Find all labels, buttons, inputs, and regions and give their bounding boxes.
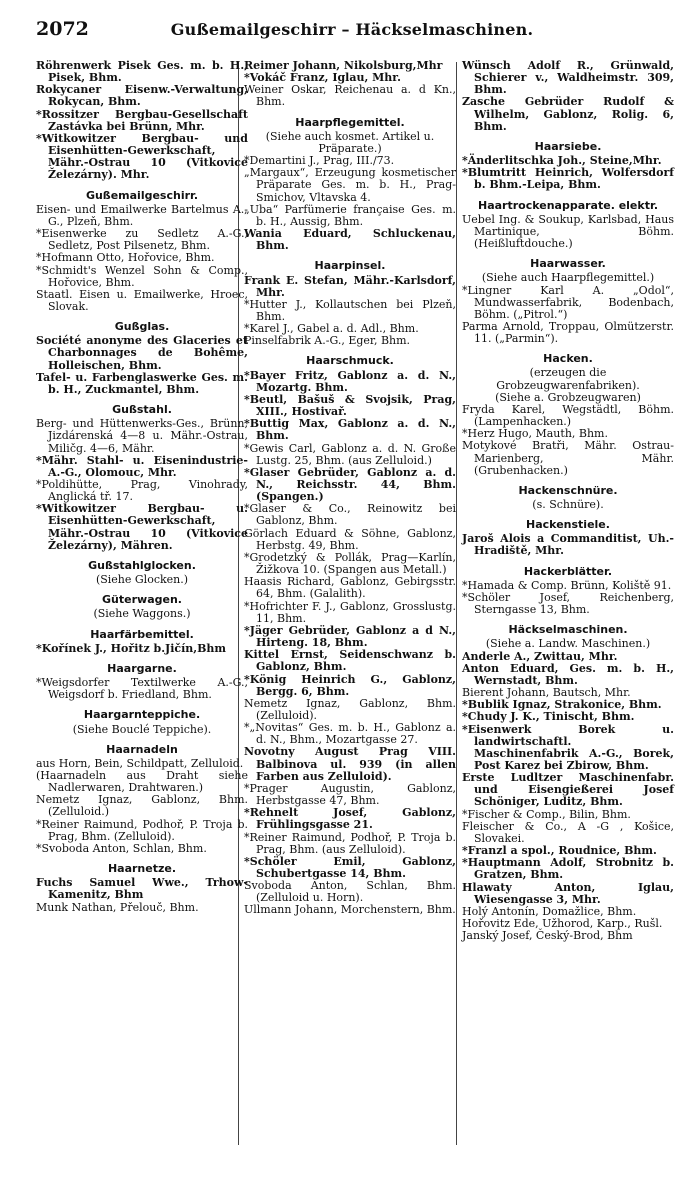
directory-entry: *Glaser Gebrüder, Gablonz a. d. N., Reichsstr. 44, Bhm. (Spangen.) [244,465,456,504]
directory-entry: Munk Nathan, Přelouč, Bhm. [36,900,199,914]
directory-entry: Uebel Ing. & Soukup, Karlsbad, Haus Martinique, Böhm. (Heißluftdouche.) [462,212,674,251]
cross-reference: (Siehe Bouclé Teppiche). [72,722,212,736]
directory-entry: *Poldihütte, Prag, Vinohrady, Anglická tř. 17. [36,478,248,504]
directory-entry: Nemetz Ignaz, Gablonz, Bhm. (Zelluloid.) [36,793,248,819]
directory-entry: *Lingner Karl A. „Odol“, Mundwasserfabrik, Bodenbach, Böhm. („Pitrol.“) [462,283,674,321]
directory-entry: Anderle A., Zwittau, Mhr. [462,649,618,663]
directory-entry: Société anonyme des Glaceries et Charbonnages de Bohême, Holleischen, Bhm. [36,334,248,372]
directory-entry: Wünsch Adolf R., Grünwald, Schierer v., Waldheimstr. 309, Bhm. [462,59,674,97]
directory-entry: *König Heinrich G., Gablonz, Bergg. 6, Bhm. [244,672,456,698]
directory-entry: *Prager Augustin, Gablonz, Herbstgasse 47, Bhm. [244,781,456,808]
directory-entry: Nemetz Ignaz, Gablonz, Bhm. (Zelluloid). [244,696,456,722]
directory-entry: Pinselfabrik A.-G., Eger, Bhm. [244,334,411,348]
section-heading: Gußstahlglocken. [88,558,196,572]
section-heading: Hackerblätter. [523,564,613,578]
directory-entry: *Hamada & Comp. Brünn, Koliště 91. [462,578,672,592]
directory-entry: *Buttig Max, Gablonz a. d. N., Bhm. [244,417,456,443]
directory-entry: *Eisenwerk Borek u. landwirtschaftl. Maschinenfabrik A.-G., Borek, Post Karez bei Zbirow, Bhm. [462,722,674,772]
directory-entry: Kittel Ernst, Seidenschwanz b. Gablonz, Bhm. [244,648,456,674]
column-divider [456,62,457,1145]
directory-entry: Berg- und Hüttenwerks-Ges., Brünn, Jizdárenská 4—8 u. Mähr.-Ostrau, Miličg. 4—6, Mähr. [36,417,248,455]
directory-entry: *Witkowitzer Bergbau- und Eisenhütten-Gewerkschaft, Mähr.-Ostrau 10 (Vitkovice Železárny). Mhr. [36,131,248,182]
section-heading: Hackenstiele. [526,518,610,532]
directory-entry: *Hofrichter F. J., Gablonz, Grosslustg. 11, Bhm. [244,599,456,625]
directory-entry: Tafel- u. Farbenglaswerke Ges. m. b. H., Zuckmantel, Bhm. [36,370,248,396]
directory-entry: Weiner Oskar, Reichenau a. d Kn., Bhm. [244,83,456,109]
directory-entry: Reimer Johann, Nikolsburg,Mhr [244,59,443,72]
directory-entry: Hořovitz Ede, Užhorod, Karp., Rušl. [462,917,663,930]
directory-entry: *Schmidt's Wenzel Sohn & Comp., Hořovice, Bhm. [36,263,248,289]
column-middle [244,60,456,917]
section-heading: Haarwasser. [530,257,606,271]
directory-entry: *Karel J., Gabel a. d. Adl., Bhm. [244,322,419,336]
section-heading: Gußemailgeschirr. [85,188,199,202]
directory-entry: Wania Eduard, Schluckenau, Bhm. [244,227,456,253]
cross-reference: (Siehe Glocken.) [95,573,189,587]
section-heading: Haarnadeln [106,742,178,756]
cross-reference: (Siehe a. Grobzeugwaren) [495,390,641,404]
section-heading: Gußstahl. [112,403,172,417]
cross-reference: (Siehe auch kosmet. Artikel u. Präparate.) [265,129,435,155]
directory-entry: *Bayer Fritz, Gablonz a. d. N., Mozartg. Bhm. [244,368,456,394]
column-left [36,60,248,914]
directory-entry: Erste Ludltzer Maschinenfabr. und Eisengießerei Josef Schöniger, Luditz, Bhm. [462,771,674,809]
directory-entry: Anton Eduard, Ges. m. b. H., Wernstadt, Bhm. [462,661,674,687]
directory-entry: *Demartini J., Prag, III./73. [244,154,395,168]
directory-entry: *Franzl a spol., Roudnice, Bhm. [462,844,657,858]
directory-entry: *Rossitzer Bergbau-Gesellschaft Zastávka bei Brünn, Mhr. [36,107,248,133]
page-header [36,12,668,42]
directory-entry: *Jäger Gebrüder, Gablonz a d N., Hirteng. 18, Bhm. [244,623,456,650]
directory-entry: „Margaux“, Erzeugung kosmetischer Präparate Ges. m. b. H., Prag-Smichov, Vltavska 4. [244,166,456,204]
directory-entry: *Hutter J., Kollautschen bei Plzeň, Bhm. [244,297,456,323]
section-heading: Häckselmaschinen. [508,623,628,637]
directory-entry: *Bublik Ignaz, Strakonice, Bhm. [462,698,662,712]
directory-entry: Fuchs Samuel Wwe., Trhow-Kamenitz, Bhm [36,876,248,902]
directory-entry: Zasche Gebrüder Rudolf & Wilhelm, Gablonz, Rolig. 6, Bhm. [462,95,674,133]
directory-entry: *Vokáč Franz, Iglau, Mhr. [244,71,401,85]
directory-entry: Fryda Karel, Wegstädtl, Böhm. (Lampenhacken.) [462,402,674,429]
cross-reference: (s. Schnüre). [532,498,604,511]
section-heading: Hacken. [543,352,593,366]
section-heading: Gußglas. [114,320,170,334]
directory-entry: Ullmann Johann, Morchenstern, Bhm. [244,903,456,917]
section-heading: Haargarne. [107,661,177,675]
directory-entry: *Hofmann Otto, Hořovice, Bhm. [36,251,215,265]
directory-entry: Parma Arnold, Troppau, Olmützerstr. 11. („Parmin“). [462,319,674,346]
directory-entry: *Eisenwerke zu Sedletz A.-G., Sedletz, Post Pilsenetz, Bhm. [36,227,248,253]
directory-entry: Motykové Bratři, Mähr. Ostrau-Marienberg, Mähr. (Grubenhacken.) [462,439,674,477]
directory-entry: *„Novitas“ Ges. m. b. H., Gablonz a. d. N., Bhm., Mozartgasse 27. [244,721,456,747]
directory-entry: *Hauptmann Adolf, Strobnitz b. Gratzen, Bhm. [462,856,674,882]
directory-entry: *Mähr. Stahl- u. Eisenindustrie-A.-G., Olomouc, Mhr. [36,453,248,479]
directory-entry: *Glaser & Co., Reinowitz bei Gablonz, Bhm. [244,502,456,528]
directory-entry: *Svoboda Anton, Schlan, Bhm. [36,841,207,855]
cross-reference: (Siehe auch Haarpflegemittel.) [481,271,655,285]
section-heading: Hackenschnüre. [518,483,618,497]
directory-entry: Fleischer & Co., A -G , Košice, Slovakei. [462,819,674,845]
cross-reference: (Siehe a. Landw. Maschinen.) [485,637,651,651]
cross-reference: (Siehe Waggons.) [93,607,191,621]
section-heading: Haarsiebe. [534,139,602,153]
directory-entry: Görlach Eduard & Söhne, Gablonz, Herbstg. 49, Bhm. [244,526,456,552]
section-heading: Haartrockenapparate. elektr. [477,198,659,212]
directory-entry: aus Horn, Bein, Schildpatt, Zelluloid. [36,756,244,770]
directory-entry: Haasis Richard, Gablonz, Gebirgsstr. 64, Bhm. (Galalith). [244,575,456,601]
section-heading: Haarschmuck. [306,354,394,368]
directory-entry: *Schöler Josef, Reichenberg, Sterngasse 13, Bhm. [462,590,674,617]
directory-entry: Bierent Johann, Bautsch, Mhr. [462,686,631,700]
directory-entry: Novotny August Prag VIII. Balbinova ul. 939 (in allen Farben aus Zelluloid). [244,745,456,783]
page-number: 2072 [36,18,89,40]
directory-entry: Eisen- und Emailwerke Bartelmus A.-G., Plzeň, Bhm. [36,202,248,228]
directory-entry: Hlawaty Anton, Iglau, Wiesengasse 3, Mhr. [462,880,674,906]
directory-entry: Holý Antonín, Domažlice, Bhm. [462,904,637,918]
directory-entry: *Herz Hugo, Mauth, Bhm. [462,427,608,441]
directory-entry: *Beutl, Bašuš & Svojsik, Prag, XIII., Hostivař. [244,392,456,419]
section-heading: Haarfärbemittel. [90,627,194,641]
section-heading: Haarpflegemittel. [295,115,405,129]
directory-entry: *Reiner Raimund, Podhoř, P. Troja b. Prag, Bhm. (Zelluloid). [36,817,248,843]
directory-entry: Janský Josef, Český-Brod, Bhm [462,929,633,943]
directory-entry: *Witkowitzer Bergbau- u. Eisenhütten-Gewerkschaft, Mähr.-Ostrau 10 (Vitkovice Železárny), Mähren. [36,502,248,552]
directory-entry: Jaroš Alois a Commanditist, Uh.-Hradiště, Mhr. [462,532,674,558]
directory-entry: *Blumtritt Heinrich, Wolfersdorf b. Bhm.-Leipa, Bhm. [462,166,674,192]
directory-entry: *Schöler Emil, Gablonz, Schubertgasse 14, Bhm. [244,854,456,880]
section-heading: Haarnetze. [107,862,177,876]
section-heading: Haargarnteppiche. [83,708,201,722]
directory-entry: Svoboda Anton, Schlan, Bhm. (Zelluloid u. Horn). [244,879,456,905]
directory-entry: *Weigsdorfer Textilwerke A.-G., Weigsdorf b. Friedland, Bhm. [36,676,248,702]
directory-entry: *Kořínek J., Hořitz b.Jičín,Bhm [36,641,227,655]
directory-entry: Röhrenwerk Pisek Ges. m. b. H., Pisek, Bhm. [36,59,248,85]
directory-entry: *Reiner Raimund, Podhoř, P. Troja b. Prag, Bhm. (aus Zelluloid). [244,830,456,856]
directory-entry: *Rehnelt Josef, Gablonz, Frühlingsgasse 21. [244,806,456,832]
running-title: Gußemailgeschirr – Häckselmaschinen. [170,20,534,39]
directory-entry: *Chudy J. K., Tinischt, Bhm. [462,710,635,724]
cross-reference: (erzeugen die Grobzeugwarenfabriken). [496,366,640,392]
directory-entry: Frank E. Stefan, Mähr.-Karlsdorf, Mhr. [244,273,456,299]
column-right [462,60,674,942]
directory-entry: Rokycaner Eisenw.-Verwaltung, Rokycan, Bhm. [36,83,248,109]
directory-entry: *Grodetzký & Pollák, Prag—Karlín, Žižkova 10. (Spangen aus Metall.) [244,550,456,577]
directory-entry: *Änderlitschka Joh., Steine,Mhr. [462,154,662,168]
section-heading: Güterwagen. [102,593,182,607]
directory-entry: Staatl. Eisen u. Emailwerke, Hroec, Slovak. [36,287,248,313]
section-heading: Haarpinsel. [314,259,386,273]
directory-entry: (Haarnadeln aus Draht siehe Nadlerwaren, Drahtwaren.) [36,768,248,795]
directory-entry: „Uba“ Parfümerie française Ges. m. b. H., Aussig, Bhm. [244,202,456,228]
directory-entry: *Gewis Carl, Gablonz a. d. N. Große Lustg. 25, Bhm. (aus Zelluloid.) [244,441,456,467]
directory-entry: *Fischer & Comp., Bilin, Bhm. [462,807,631,821]
